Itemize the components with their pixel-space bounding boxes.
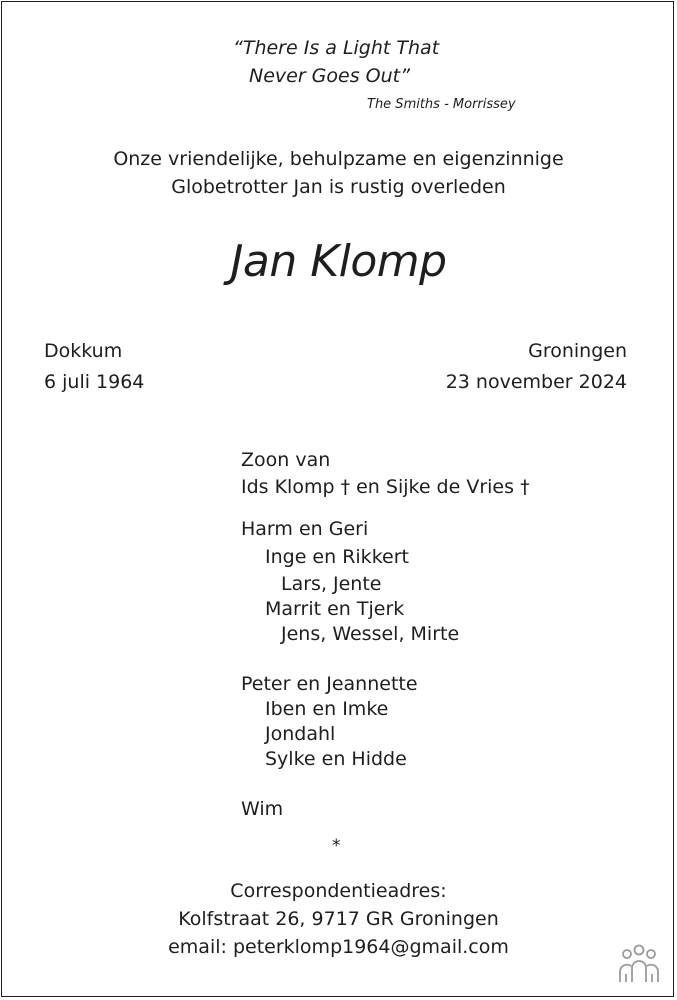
quote-attribution: The Smiths - Morrissey <box>367 97 516 112</box>
family-peter-couple: Peter en Jeannette <box>241 673 418 695</box>
family-wim: Wim <box>241 798 284 820</box>
death-place: Groningen <box>528 340 627 362</box>
intro-line-1: Onze vriendelijke, behulpzame en eigenzinnige <box>113 148 564 170</box>
birth-place: Dokkum <box>44 340 123 362</box>
deceased-name: Jan Klomp <box>230 236 447 287</box>
family-peter-child-1: Iben en Imke <box>265 698 389 720</box>
separator-asterisk: * <box>332 836 341 856</box>
family-peter-child-2: Jondahl <box>265 723 336 745</box>
family-harm-child-1-kids: Lars, Jente <box>281 573 382 595</box>
death-date: 23 november 2024 <box>445 371 627 393</box>
family-harm-child-1: Inge en Rikkert <box>265 546 409 568</box>
correspondence-address: Kolfstraat 26, 9717 GR Groningen <box>178 908 499 930</box>
birth-date: 6 juli 1964 <box>44 371 145 393</box>
family-harm-child-2-kids: Jens, Wessel, Mirte <box>281 623 460 645</box>
family-harm-child-2: Marrit en Tjerk <box>265 598 405 620</box>
family-harm-couple: Harm en Geri <box>241 518 369 540</box>
people-group-icon <box>615 944 663 990</box>
family-peter-child-3: Sylke en Hidde <box>265 748 407 770</box>
correspondence-label: Correspondentieadres: <box>230 880 447 902</box>
son-of-label: Zoon van <box>241 449 331 471</box>
intro-line-2: Globetrotter Jan is rustig overleden <box>171 176 506 198</box>
parents: Ids Klomp † en Sijke de Vries † <box>241 476 530 498</box>
correspondence-email: email: peterklomp1964@gmail.com <box>168 936 509 958</box>
quote-line-1: “There Is a Light That <box>233 37 440 59</box>
quote-line-2: Never Goes Out” <box>249 65 410 87</box>
